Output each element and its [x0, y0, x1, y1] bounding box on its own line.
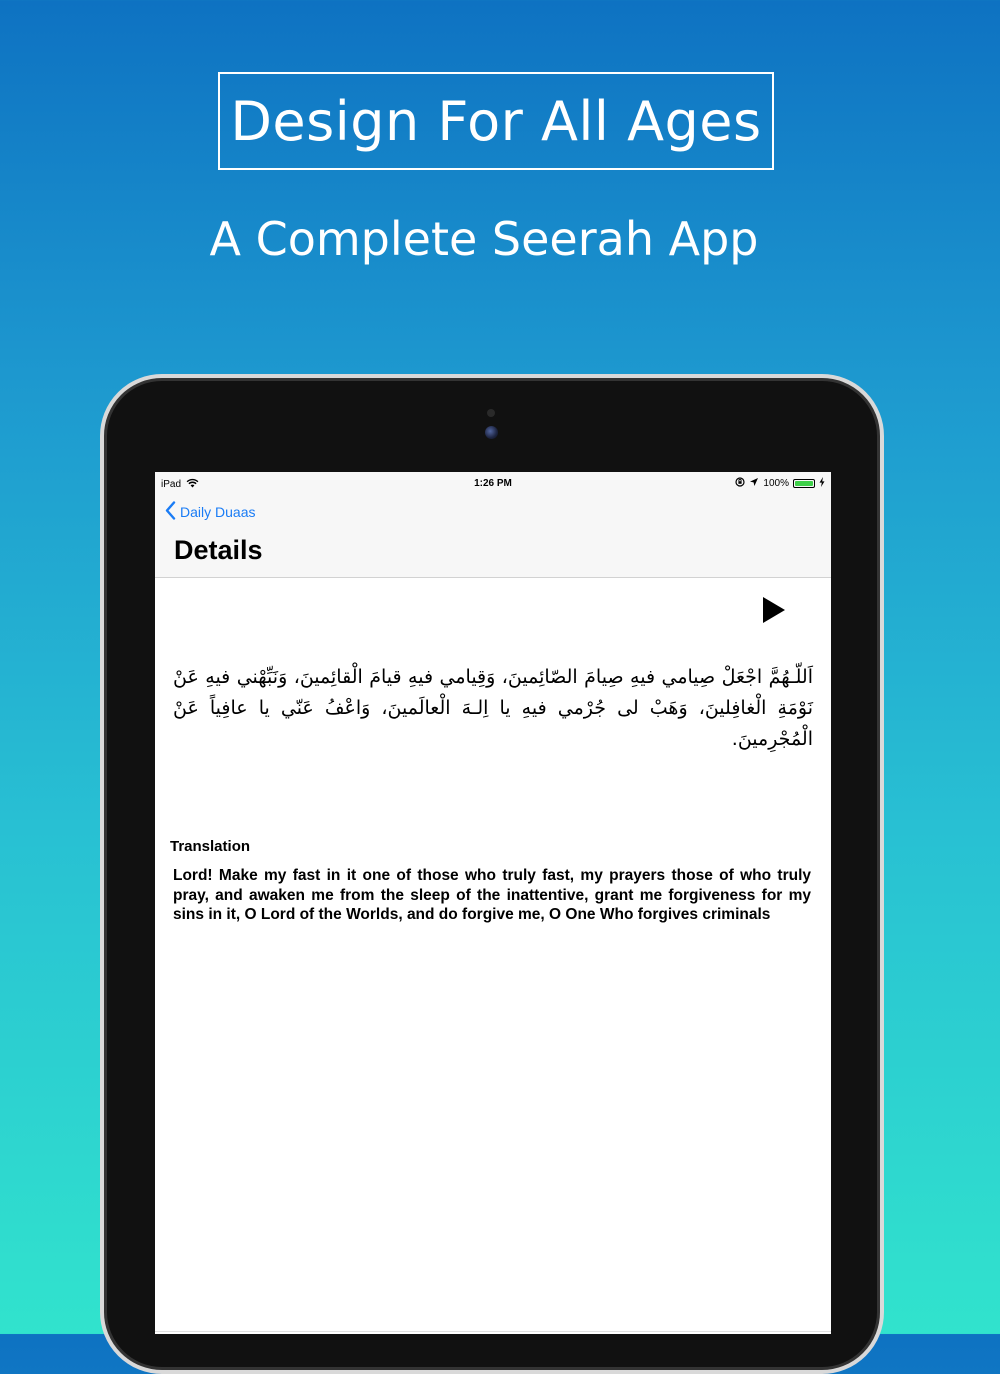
- ipad-camera: [485, 426, 498, 439]
- status-bar: [155, 472, 831, 494]
- back-button-label: Daily Duaas: [180, 504, 256, 520]
- location-arrow-icon: [749, 477, 759, 490]
- navigation-bar: [155, 472, 831, 578]
- back-button[interactable]: [165, 501, 255, 523]
- charging-bolt-icon: [819, 477, 825, 490]
- promo-headline: Design For All Ages: [230, 89, 762, 153]
- promo-headline-box: [218, 72, 774, 170]
- rotation-lock-icon: [735, 477, 745, 490]
- dua-arabic-text: اَللّـهُمَّ اجْعَلْ صِيامي فيهِ صِيامَ الصّائِمينَ، وَقِيامي فيهِ قيامَ الْقائِمينَ، وَنَبِّهْني فيهِ عَنْ نَوْمَةِ الْغافِلينَ، وَهَبْ لى جُرْمي فيهِ يا اِلـهَ الْعالَمينَ، وَاعْفُ عَنّي يا عافِياً عَنْ الْمُجْرِمينَ.: [173, 666, 813, 750]
- translation-text: Lord! Make my fast in it one of those who truly fast, my prayers those of who truly pray, and awaken me from the sleep of the inattentive, grant me forgiveness for my sins in it, O Lord of the Worlds, and do forgive me, O One Who forgives criminals: [173, 867, 811, 923]
- translation-heading: Translation: [170, 838, 251, 855]
- chevron-left-icon: [165, 501, 176, 523]
- status-time: 1:26 PM: [474, 478, 512, 489]
- app-screen: [155, 472, 831, 1334]
- status-right: [735, 477, 825, 490]
- promo-subtitle: A Complete Seerah App: [209, 212, 759, 266]
- play-icon: [759, 611, 789, 630]
- battery-icon: [793, 479, 815, 488]
- battery-fill: [795, 481, 813, 486]
- bottom-divider: [155, 1331, 831, 1332]
- battery-percent: 100%: [763, 478, 789, 489]
- device-label: iPad: [161, 479, 182, 490]
- page-title: Details: [174, 535, 263, 565]
- ipad-sensor: [487, 409, 495, 417]
- play-button[interactable]: [759, 594, 789, 626]
